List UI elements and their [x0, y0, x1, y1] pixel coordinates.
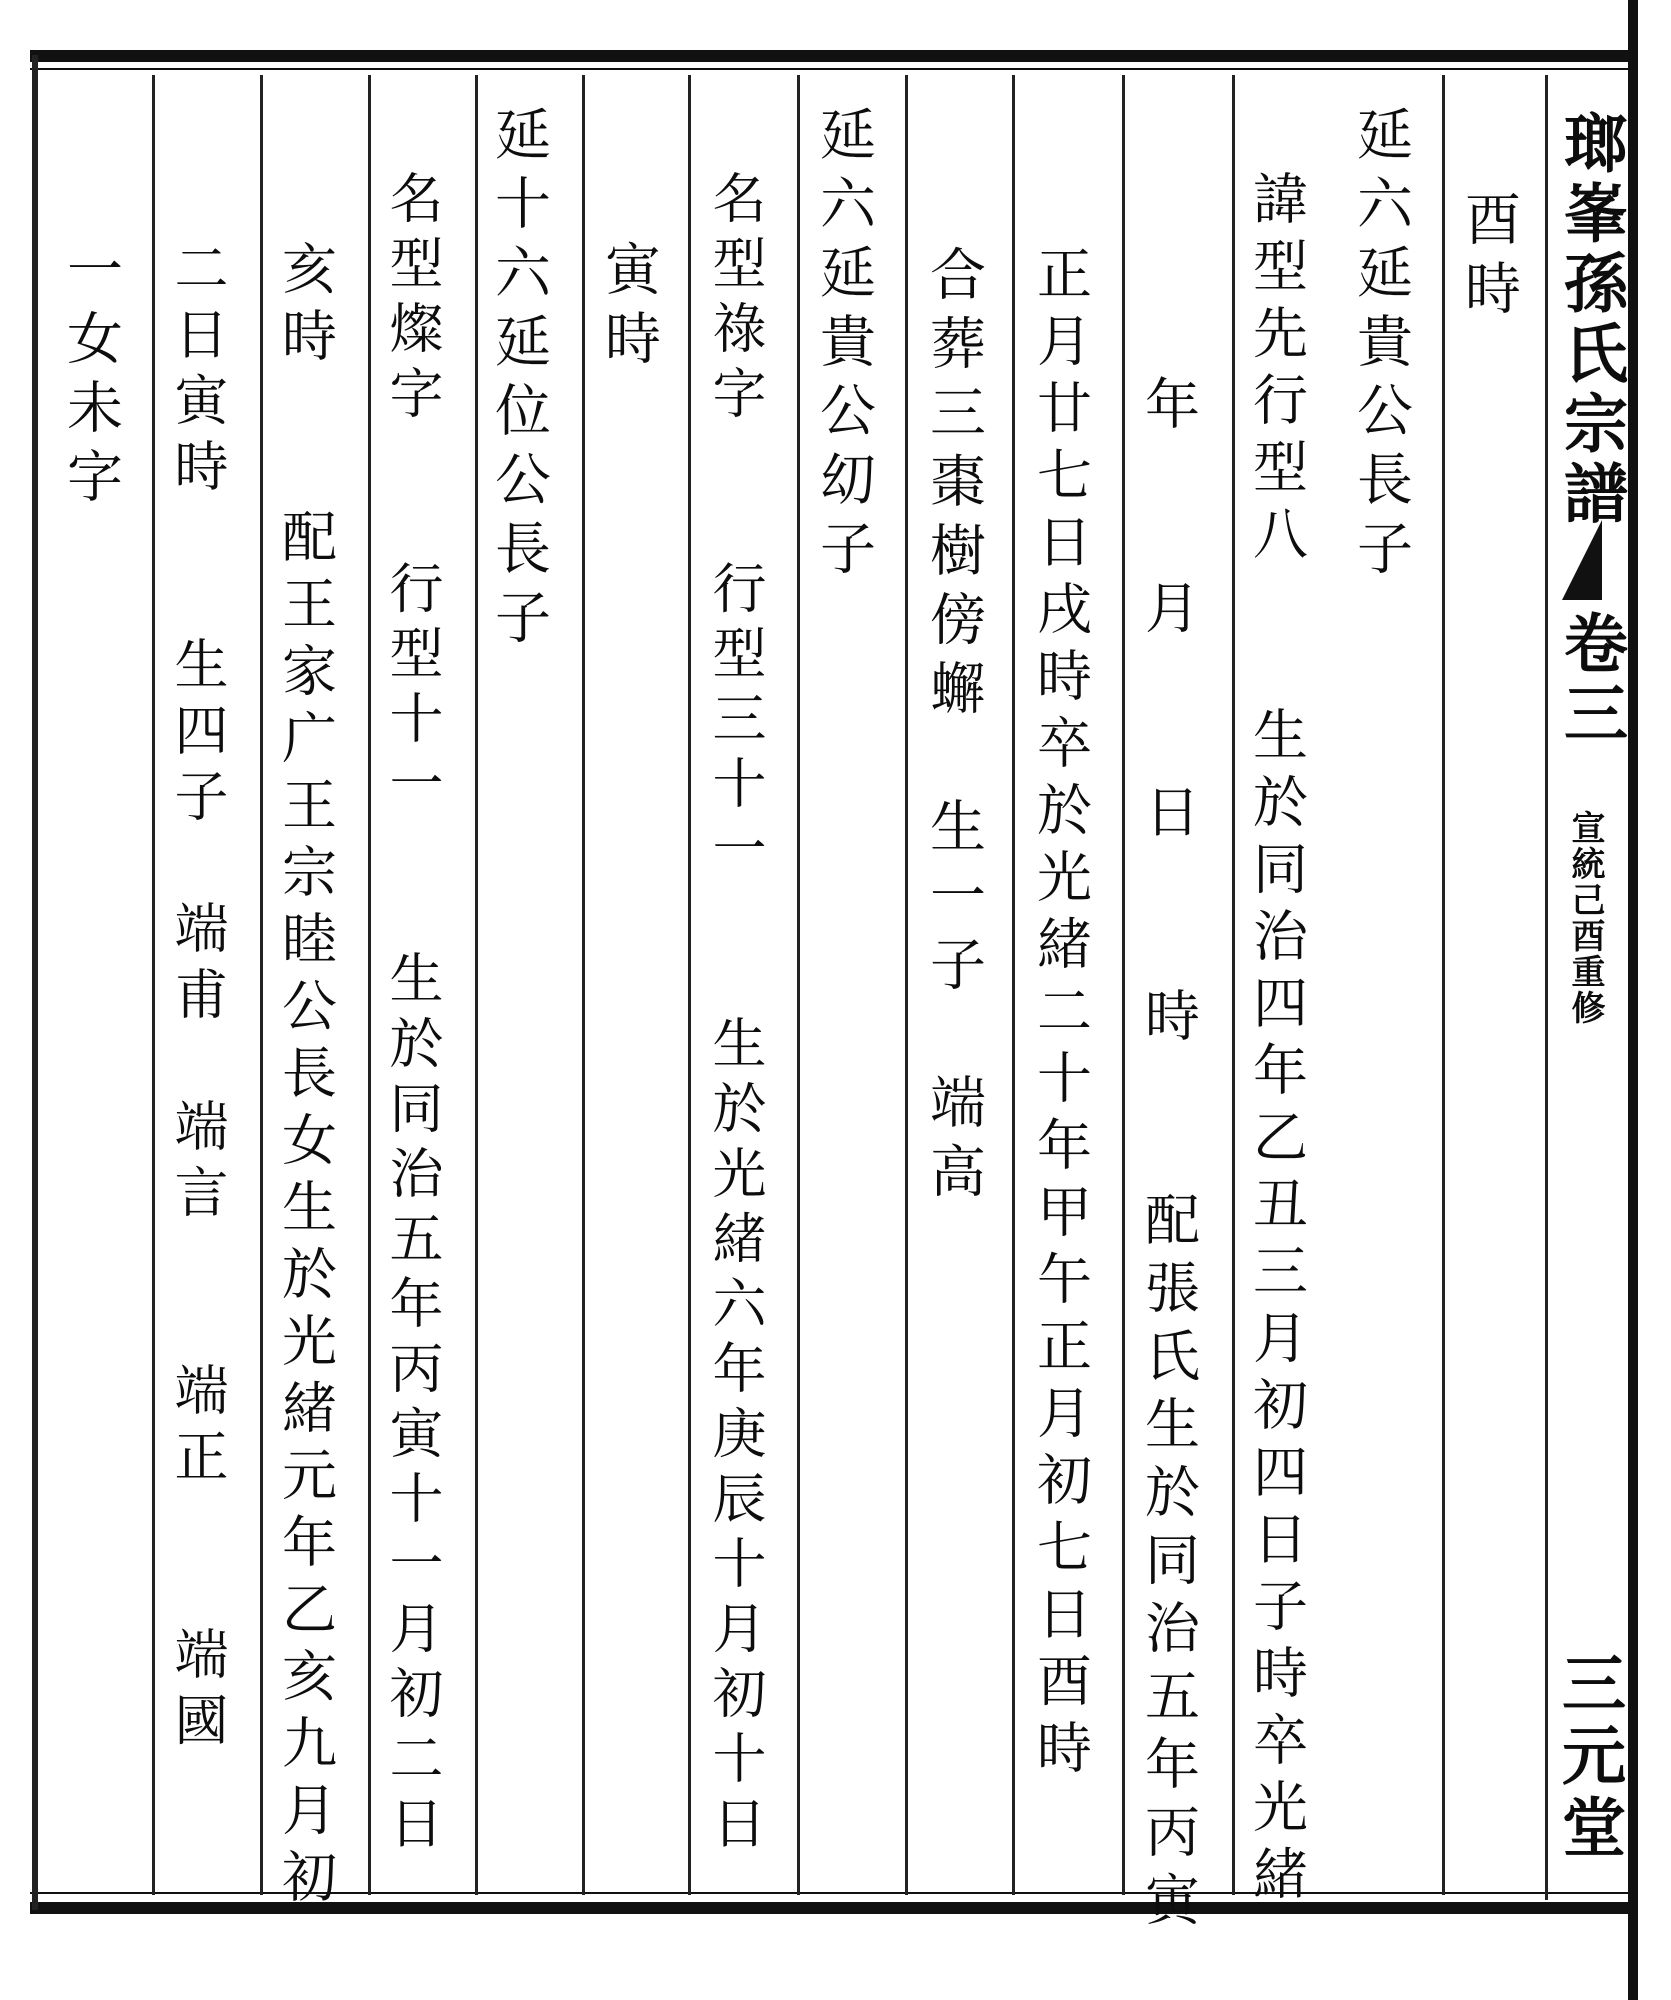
text-column-8: 名型祿字 行型三十一 生於光緒六年庚辰十月初十日 [704, 170, 767, 1860]
text-column-10: 延十六延位公長子 [486, 105, 551, 657]
bottom-border-inner [30, 1892, 1630, 1894]
volume-label: 卷三 [1553, 610, 1628, 750]
text-column-9: 寅時 [596, 240, 661, 378]
text-column-14: 一女未字 [58, 240, 123, 516]
column-rule [688, 75, 691, 1895]
column-rule [905, 75, 908, 1895]
column-rule [1122, 75, 1125, 1895]
text-column-12: 亥時 配王家广王宗睦公長女生於光緒元年乙亥九月初 [273, 240, 337, 1915]
text-column-5: 正月廿七日戌時卒於光緒二十年甲午正月初七日酉時 [1028, 245, 1092, 1786]
left-border [32, 55, 38, 1910]
margin-divider [1545, 75, 1548, 1900]
column-rule [368, 75, 371, 1895]
column-rule [152, 75, 155, 1895]
text-column-11: 名型燦字 行型十一 生於同治五年丙寅十一月初二日 [381, 170, 444, 1860]
column-rule [582, 75, 585, 1895]
column-rule [260, 75, 263, 1895]
text-column-6: 合葬三棗樹傍蠏 生一子 端高 [921, 245, 986, 1211]
top-border [30, 50, 1630, 62]
text-column-2: 延六延貴公長子 [1348, 105, 1413, 588]
hall-name: 三元堂 [1551, 1650, 1626, 1866]
fold-mark [1562, 520, 1602, 600]
text-column-4: 年 月 日 時 配張氏生於同治五年丙寅 [1136, 375, 1200, 1939]
top-border-inner [30, 68, 1630, 70]
text-column-13: 二日寅時 生四子 端甫 端言 端正 端國 [166, 240, 229, 1758]
edition-note: 宣統己酉重修 [1565, 810, 1605, 1026]
bottom-border [30, 1902, 1630, 1914]
column-rule [797, 75, 800, 1895]
text-column-1: 酉時 [1456, 190, 1521, 328]
column-rule [1442, 75, 1445, 1895]
column-rule [1232, 75, 1235, 1895]
book-title: 瑯峯孫氏宗譜 [1553, 110, 1628, 530]
column-rule [475, 75, 478, 1895]
text-column-7: 延六延貴公㓜子 [811, 105, 876, 588]
text-column-3: 諱型先行型八 生於同治四年乙丑三月初四日子時卒光緒 [1244, 170, 1308, 1912]
right-border [1628, 0, 1638, 2000]
column-rule [1012, 75, 1015, 1895]
